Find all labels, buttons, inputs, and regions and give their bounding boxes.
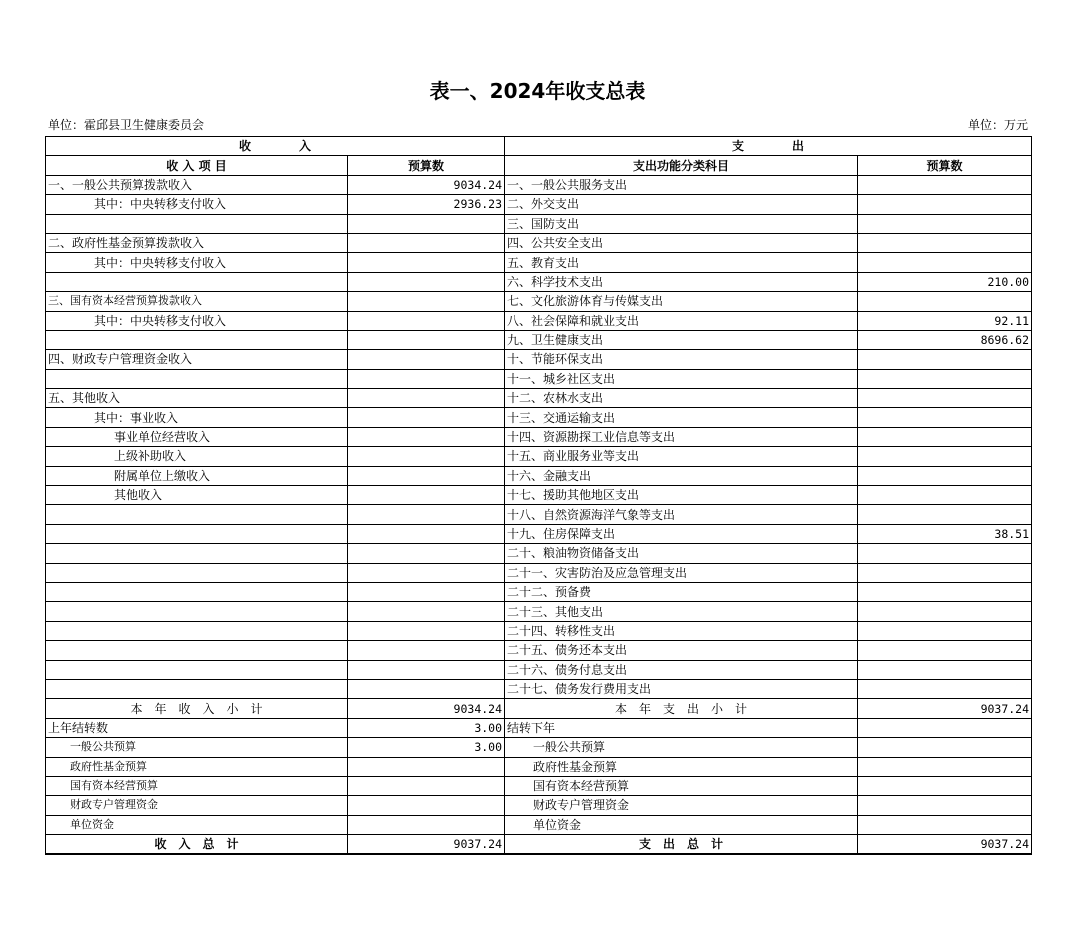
table-row (46, 330, 1032, 349)
table-row (46, 311, 1032, 330)
income-label: 上年结转数 (46, 718, 348, 737)
income-label: 五、其他收入 (46, 389, 348, 408)
expense-section-header: 支 出 (505, 137, 1032, 156)
expense-value (858, 233, 1032, 252)
table-row (46, 233, 1032, 252)
table-row (46, 505, 1032, 524)
expense-label: 二十一、灾害防治及应急管理支出 (505, 563, 858, 582)
expense-label: 二十五、债务还本支出 (505, 641, 858, 660)
income-label (46, 563, 348, 582)
expense-item-header: 支出功能分类科目 (505, 156, 858, 175)
expense-label: 十、节能环保支出 (505, 350, 858, 369)
carry-row (46, 815, 1032, 834)
expense-label: 十四、资源勘探工业信息等支出 (505, 427, 858, 446)
expense-label: 财政专户管理资金 (505, 796, 858, 815)
income-label (46, 544, 348, 563)
carry-row (46, 757, 1032, 776)
expense-value (858, 253, 1032, 272)
table-row (46, 175, 1032, 194)
expense-label: 十八、自然资源海洋气象等支出 (505, 505, 858, 524)
carry-row (46, 718, 1032, 737)
income-value (348, 641, 505, 660)
income-value (348, 214, 505, 233)
income-value: 3.00 (348, 738, 505, 757)
income-label (46, 272, 348, 291)
income-label: 一般公共预算 (46, 738, 348, 757)
expense-value (858, 214, 1032, 233)
table-row (46, 524, 1032, 543)
expense-label: 十六、金融支出 (505, 466, 858, 485)
table-row (46, 253, 1032, 272)
expense-label: 八、社会保障和就业支出 (505, 311, 858, 330)
expense-value (858, 776, 1032, 795)
income-value (348, 350, 505, 369)
income-label: 四、财政专户管理资金收入 (46, 350, 348, 369)
income-label (46, 602, 348, 621)
income-value (348, 757, 505, 776)
income-value (348, 776, 505, 795)
expense-value (858, 505, 1032, 524)
income-value (348, 815, 505, 834)
income-value (348, 272, 505, 291)
table-row (46, 563, 1032, 582)
income-label: 政府性基金预算 (46, 757, 348, 776)
income-value (348, 796, 505, 815)
income-label (46, 505, 348, 524)
expense-value (858, 563, 1032, 582)
expense-value (858, 796, 1032, 815)
income-label (46, 330, 348, 349)
income-value (348, 311, 505, 330)
expense-value (858, 195, 1032, 214)
income-value: 9034.24 (348, 175, 505, 194)
income-label: 其中：中央转移支付收入 (46, 311, 348, 330)
expense-value (858, 292, 1032, 311)
expense-label: 四、公共安全支出 (505, 233, 858, 252)
income-value (348, 427, 505, 446)
expense-value (858, 815, 1032, 834)
income-value (348, 466, 505, 485)
expense-value (858, 175, 1032, 194)
income-value (348, 679, 505, 698)
table-row (46, 602, 1032, 621)
income-value (348, 369, 505, 388)
income-label: 国有资本经营预算 (46, 776, 348, 795)
table-row (46, 389, 1032, 408)
expense-value (858, 350, 1032, 369)
expense-value (858, 679, 1032, 698)
income-value (348, 524, 505, 543)
table-row (46, 582, 1032, 601)
income-label: 单位资金 (46, 815, 348, 834)
expense-label: 十一、城乡社区支出 (505, 369, 858, 388)
income-value: 3.00 (348, 718, 505, 737)
unit-currency: 单位：万元 (967, 118, 1028, 132)
income-value (348, 621, 505, 640)
table-row (46, 292, 1032, 311)
income-value (348, 544, 505, 563)
income-value (348, 660, 505, 679)
total-row (46, 835, 1032, 855)
income-value (348, 389, 505, 408)
table-row (46, 447, 1032, 466)
income-label: 一、一般公共预算拨款收入 (46, 175, 348, 194)
expense-value: 8696.62 (858, 330, 1032, 349)
expense-label: 二、外交支出 (505, 195, 858, 214)
expense-value: 38.51 (858, 524, 1032, 543)
expense-label: 二十四、转移性支出 (505, 621, 858, 640)
expense-value (858, 544, 1032, 563)
income-label (46, 582, 348, 601)
expense-label: 七、文化旅游体育与传媒支出 (505, 292, 858, 311)
expense-value (858, 641, 1032, 660)
table-row (46, 408, 1032, 427)
expense-value (858, 466, 1032, 485)
income-label: 事业单位经营收入 (46, 427, 348, 446)
income-value (348, 486, 505, 505)
expense-label: 十二、农林水支出 (505, 389, 858, 408)
expense-value: 92.11 (858, 311, 1032, 330)
income-subtotal-label: 本 年 收 入 小 计 (46, 699, 348, 718)
expense-value (858, 486, 1032, 505)
table-row (46, 214, 1032, 233)
expense-value (858, 738, 1032, 757)
expense-label: 二十六、债务付息支出 (505, 660, 858, 679)
income-value (348, 292, 505, 311)
expense-value (858, 408, 1032, 427)
income-label (46, 369, 348, 388)
table-row (46, 369, 1032, 388)
income-value (348, 408, 505, 427)
expense-label: 十五、商业服务业等支出 (505, 447, 858, 466)
expense-value: 210.00 (858, 272, 1032, 291)
expense-value (858, 447, 1032, 466)
expense-value (858, 602, 1032, 621)
expense-label: 十七、援助其他地区支出 (505, 486, 858, 505)
expense-label: 三、国防支出 (505, 214, 858, 233)
income-label: 三、国有资本经营预算拨款收入 (46, 292, 348, 311)
expense-label: 一、一般公共服务支出 (505, 175, 858, 194)
income-label: 财政专户管理资金 (46, 796, 348, 815)
income-value (348, 447, 505, 466)
income-label (46, 660, 348, 679)
income-total-value: 9037.24 (348, 835, 505, 855)
income-label: 附属单位上缴收入 (46, 466, 348, 485)
table-row (46, 544, 1032, 563)
expense-value (858, 389, 1032, 408)
table-row (46, 272, 1032, 291)
expense-label: 六、科学技术支出 (505, 272, 858, 291)
expense-value (858, 427, 1032, 446)
expense-label: 结转下年 (505, 718, 858, 737)
expense-label: 二十、粮油物资储备支出 (505, 544, 858, 563)
income-label: 其他收入 (46, 486, 348, 505)
expense-label: 十九、住房保障支出 (505, 524, 858, 543)
expense-label: 政府性基金预算 (505, 757, 858, 776)
income-label: 上级补助收入 (46, 447, 348, 466)
income-label (46, 679, 348, 698)
table-row (46, 621, 1032, 640)
expense-budget-header: 预算数 (858, 156, 1032, 175)
table-row (46, 660, 1032, 679)
income-budget-header: 预算数 (348, 156, 505, 175)
table-row (46, 427, 1032, 446)
expense-value (858, 621, 1032, 640)
table-row (46, 641, 1032, 660)
expense-value (858, 660, 1032, 679)
income-value (348, 253, 505, 272)
carry-row (46, 738, 1032, 757)
carry-row (46, 776, 1032, 795)
income-label (46, 214, 348, 233)
expense-total-label: 支 出 总 计 (505, 835, 858, 855)
expense-subtotal-value: 9037.24 (858, 699, 1032, 718)
income-total-label: 收 入 总 计 (46, 835, 348, 855)
expense-total-value: 9037.24 (858, 835, 1032, 855)
income-value: 2936.23 (348, 195, 505, 214)
table-row (46, 486, 1032, 505)
expense-value (858, 718, 1032, 737)
section-header-row (46, 137, 1032, 156)
expense-label: 一般公共预算 (505, 738, 858, 757)
income-value (348, 563, 505, 582)
expense-label: 国有资本经营预算 (505, 776, 858, 795)
subtotal-row (46, 699, 1032, 718)
expense-label: 二十二、预备费 (505, 582, 858, 601)
unit-organization: 单位：霍邱县卫生健康委员会 (48, 118, 205, 132)
table-row (46, 350, 1032, 369)
income-label: 其中：事业收入 (46, 408, 348, 427)
page-title: 表一、2024年收支总表 (429, 79, 646, 103)
expense-subtotal-label: 本 年 支 出 小 计 (505, 699, 858, 718)
income-value (348, 505, 505, 524)
income-item-header: 收 入 项 目 (46, 156, 348, 175)
income-label (46, 524, 348, 543)
income-label (46, 641, 348, 660)
expense-label: 二十七、债务发行费用支出 (505, 679, 858, 698)
income-label: 其中：中央转移支付收入 (46, 195, 348, 214)
column-header-row (46, 156, 1032, 175)
income-value (348, 582, 505, 601)
expense-value (858, 369, 1032, 388)
table-row (46, 195, 1032, 214)
expense-label: 二十三、其他支出 (505, 602, 858, 621)
table-row (46, 466, 1032, 485)
expense-value (858, 582, 1032, 601)
expense-label: 十三、交通运输支出 (505, 408, 858, 427)
income-value (348, 233, 505, 252)
income-subtotal-value: 9034.24 (348, 699, 505, 718)
income-label: 二、政府性基金预算拨款收入 (46, 233, 348, 252)
expense-label: 九、卫生健康支出 (505, 330, 858, 349)
budget-table (45, 136, 1032, 855)
income-label: 其中：中央转移支付收入 (46, 253, 348, 272)
expense-value (858, 757, 1032, 776)
expense-label: 五、教育支出 (505, 253, 858, 272)
expense-label: 单位资金 (505, 815, 858, 834)
income-section-header: 收 入 (46, 137, 505, 156)
carry-row (46, 796, 1032, 815)
income-value (348, 330, 505, 349)
table-row (46, 679, 1032, 698)
income-value (348, 602, 505, 621)
income-label (46, 621, 348, 640)
